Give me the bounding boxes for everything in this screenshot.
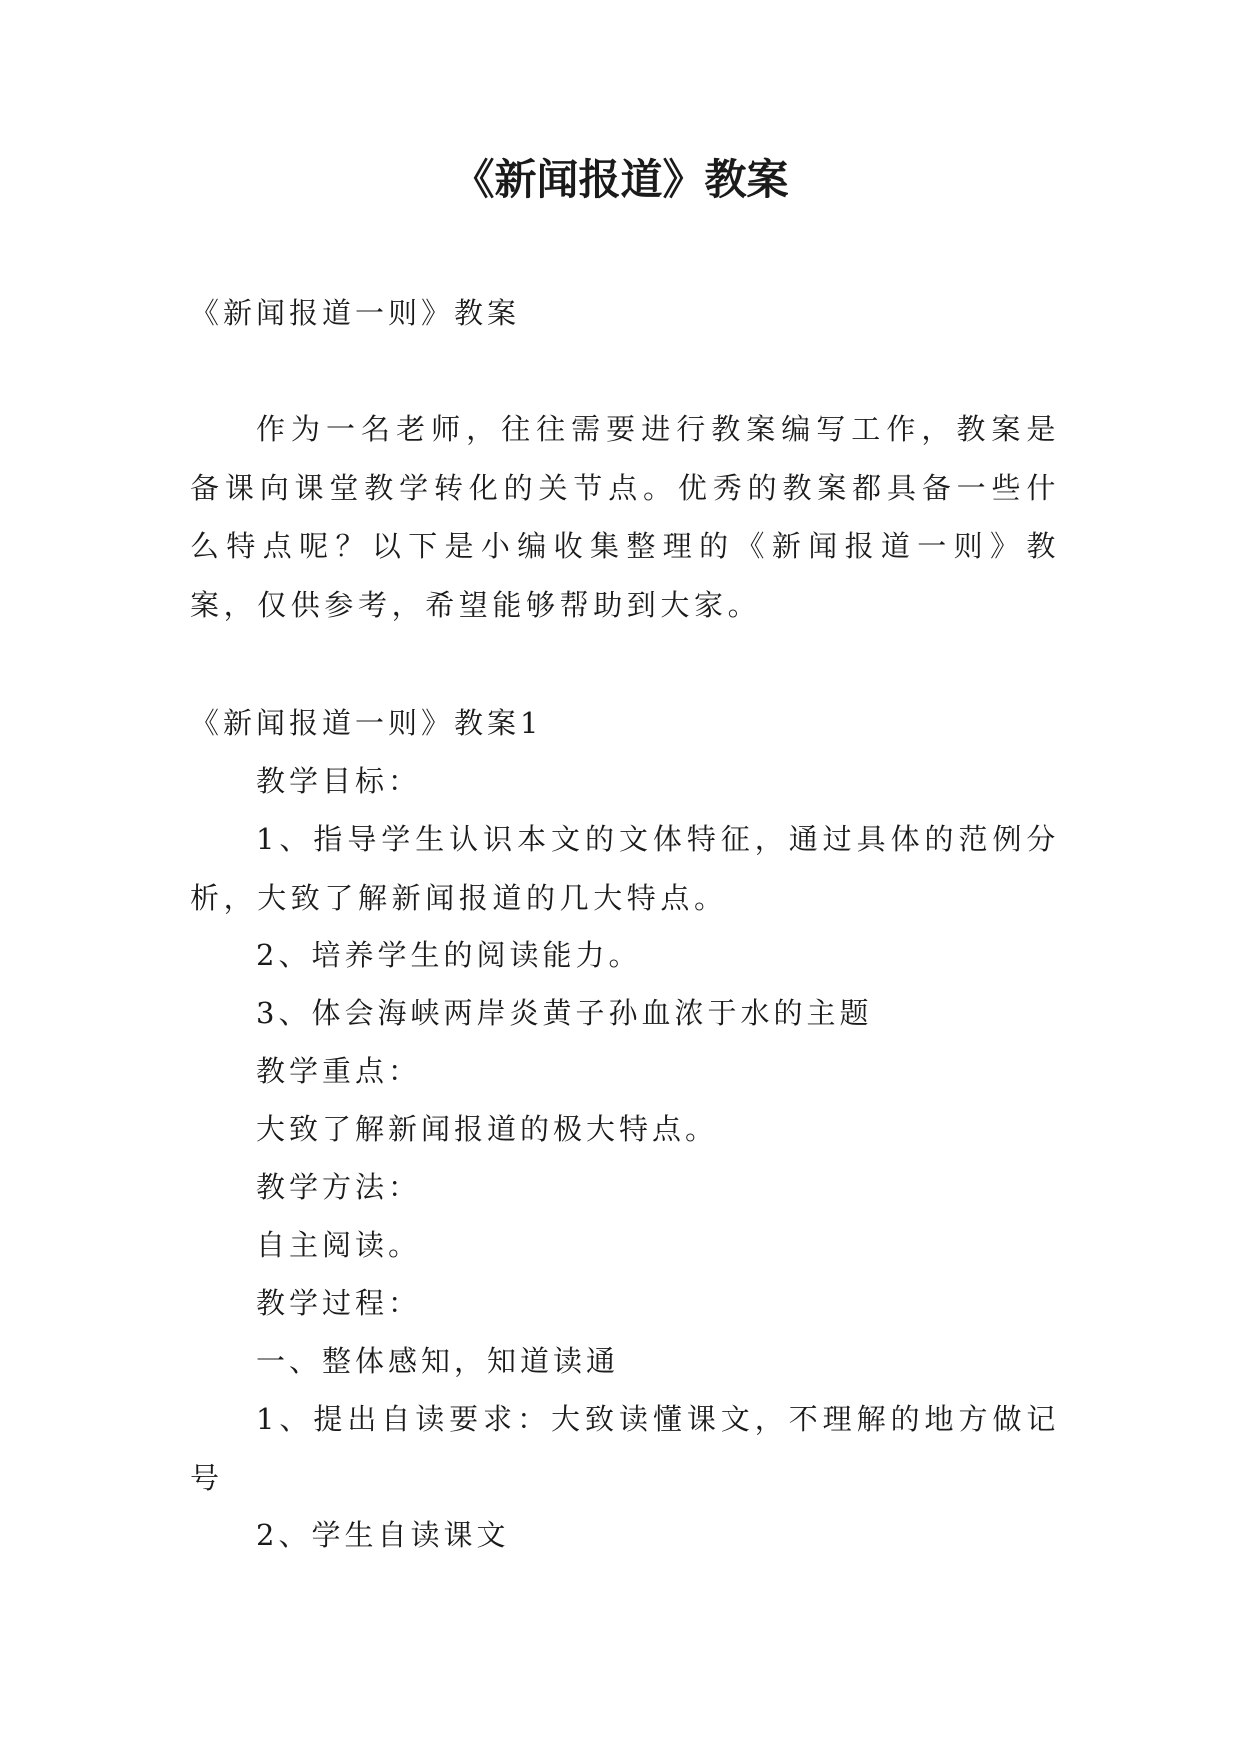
intro-paragraph: 作为一名老师，往往需要进行教案编写工作，教案是备课向课堂教学转化的关节点。优秀的教案都具备一些什么特点呢？以下是小编收集整理的《新闻报道一则》教案，仅供参考，希望能够帮助到大家。	[190, 412, 1060, 622]
focus-label: 教学重点：	[256, 1054, 422, 1088]
process-label: 教学过程：	[256, 1286, 422, 1320]
goal-item-3: 3、体会海峡两岸炎黄子孙血浓于水的主题	[256, 996, 873, 1030]
goal-item-2: 2、培养学生的阅读能力。	[256, 938, 642, 972]
document-title: 《新闻报道》教案	[452, 155, 789, 204]
focus-text: 大致了解新闻报道的极大特点。	[256, 1112, 719, 1146]
method-text: 自主阅读。	[256, 1228, 422, 1262]
step-item-2: 2、学生自读课文	[256, 1518, 510, 1552]
document-subtitle: 《新闻报道一则》教案	[190, 296, 521, 330]
goal-item-1: 1、指导学生认识本文的文体特征，通过具体的范例分析，大致了解新闻报道的几大特点。	[190, 822, 1060, 915]
step-heading: 一、整体感知，知道读通	[256, 1344, 620, 1378]
section-heading: 《新闻报道一则》教案1	[190, 706, 543, 740]
goals-label: 教学目标：	[256, 764, 422, 798]
method-label: 教学方法：	[256, 1170, 422, 1204]
step-item-1: 1、提出自读要求：大致读懂课文，不理解的地方做记号	[190, 1402, 1060, 1495]
